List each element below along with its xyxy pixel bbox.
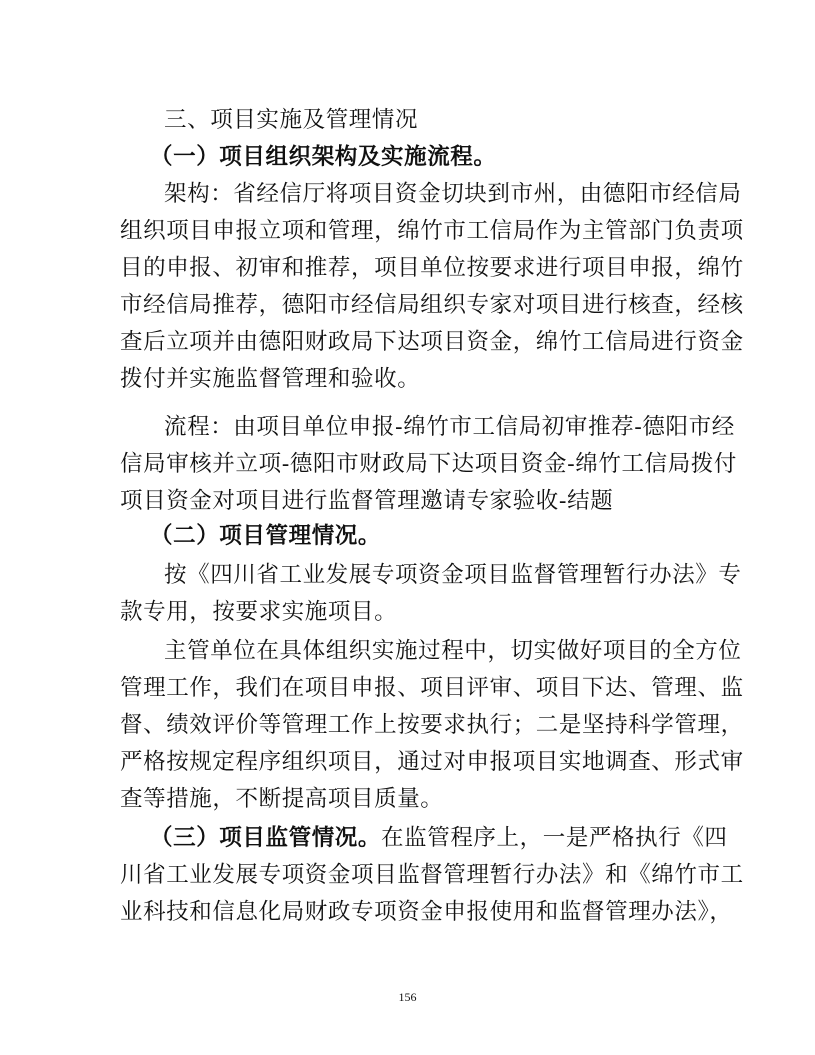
paragraph-line: 主管单位在具体组织实施过程中，切实做好项目的全方位: [164, 638, 742, 664]
paragraph-text: 在监管程序上，一是严格执行《四: [381, 825, 728, 851]
paragraph-line: 严格按规定程序组织项目，通过对申报项目实地调查、形式审: [120, 749, 744, 775]
section-heading: 三、项目实施及管理情况: [164, 107, 419, 133]
paragraph-line: 架构：省经信厅将项目资金切块到市州，由德阳市经信局: [164, 181, 742, 207]
paragraph-line: 川省工业发展专项资金项目监督管理暂行办法》和《绵竹市工: [120, 862, 744, 888]
page-number: 156: [398, 990, 417, 1004]
paragraph-line: [150, 827, 740, 850]
subsection-title-2: （二）项目管理情况。: [150, 523, 382, 549]
paragraph-line: 业科技和信息化局财政专项资金申报使用和监督管理办法》，: [120, 899, 733, 925]
paragraph-line: 拨付并实施监督管理和验收。: [120, 366, 421, 392]
paragraph-line: 管理工作，我们在项目申报、项目评审、项目下达、管理、监: [120, 675, 744, 701]
paragraph-line: 信局审核并立项-德阳市财政局下达项目资金-绵竹工信局拨付: [120, 451, 738, 477]
paragraph-line: 目的申报、初审和推荐，项目单位按要求进行项目申报，绵竹: [120, 255, 744, 281]
paragraph-line: 款专用，按要求实施项目。: [120, 599, 398, 625]
paragraph-line: 督、绩效评价等管理工作上按要求执行；二是坚持科学管理，: [120, 712, 744, 738]
paragraph-line: 组织项目申报立项和管理，绵竹市工信局作为主管部门负责项: [120, 218, 744, 244]
subsection-title-3: （三）项目监管情况。: [150, 825, 382, 851]
paragraph-line: 查后立项并由德阳财政局下达项目资金，绵竹工信局进行资金: [120, 329, 744, 355]
subsection-title-1: （一）项目组织架构及实施流程。: [150, 144, 497, 170]
paragraph-line: 项目资金对项目进行监督管理邀请专家验收-结题: [120, 488, 614, 514]
paragraph-line: 市经信局推荐，德阳市经信局组织专家对项目进行核查，经核: [120, 292, 744, 318]
paragraph-line: 按《四川省工业发展专项资金项目监督管理暂行办法》专: [164, 562, 742, 588]
paragraph-line: 查等措施，不断提高项目质量。: [120, 786, 444, 812]
paragraph-line: 流程：由项目单位申报-绵竹市工信局初审推荐-德阳市经: [164, 414, 735, 440]
